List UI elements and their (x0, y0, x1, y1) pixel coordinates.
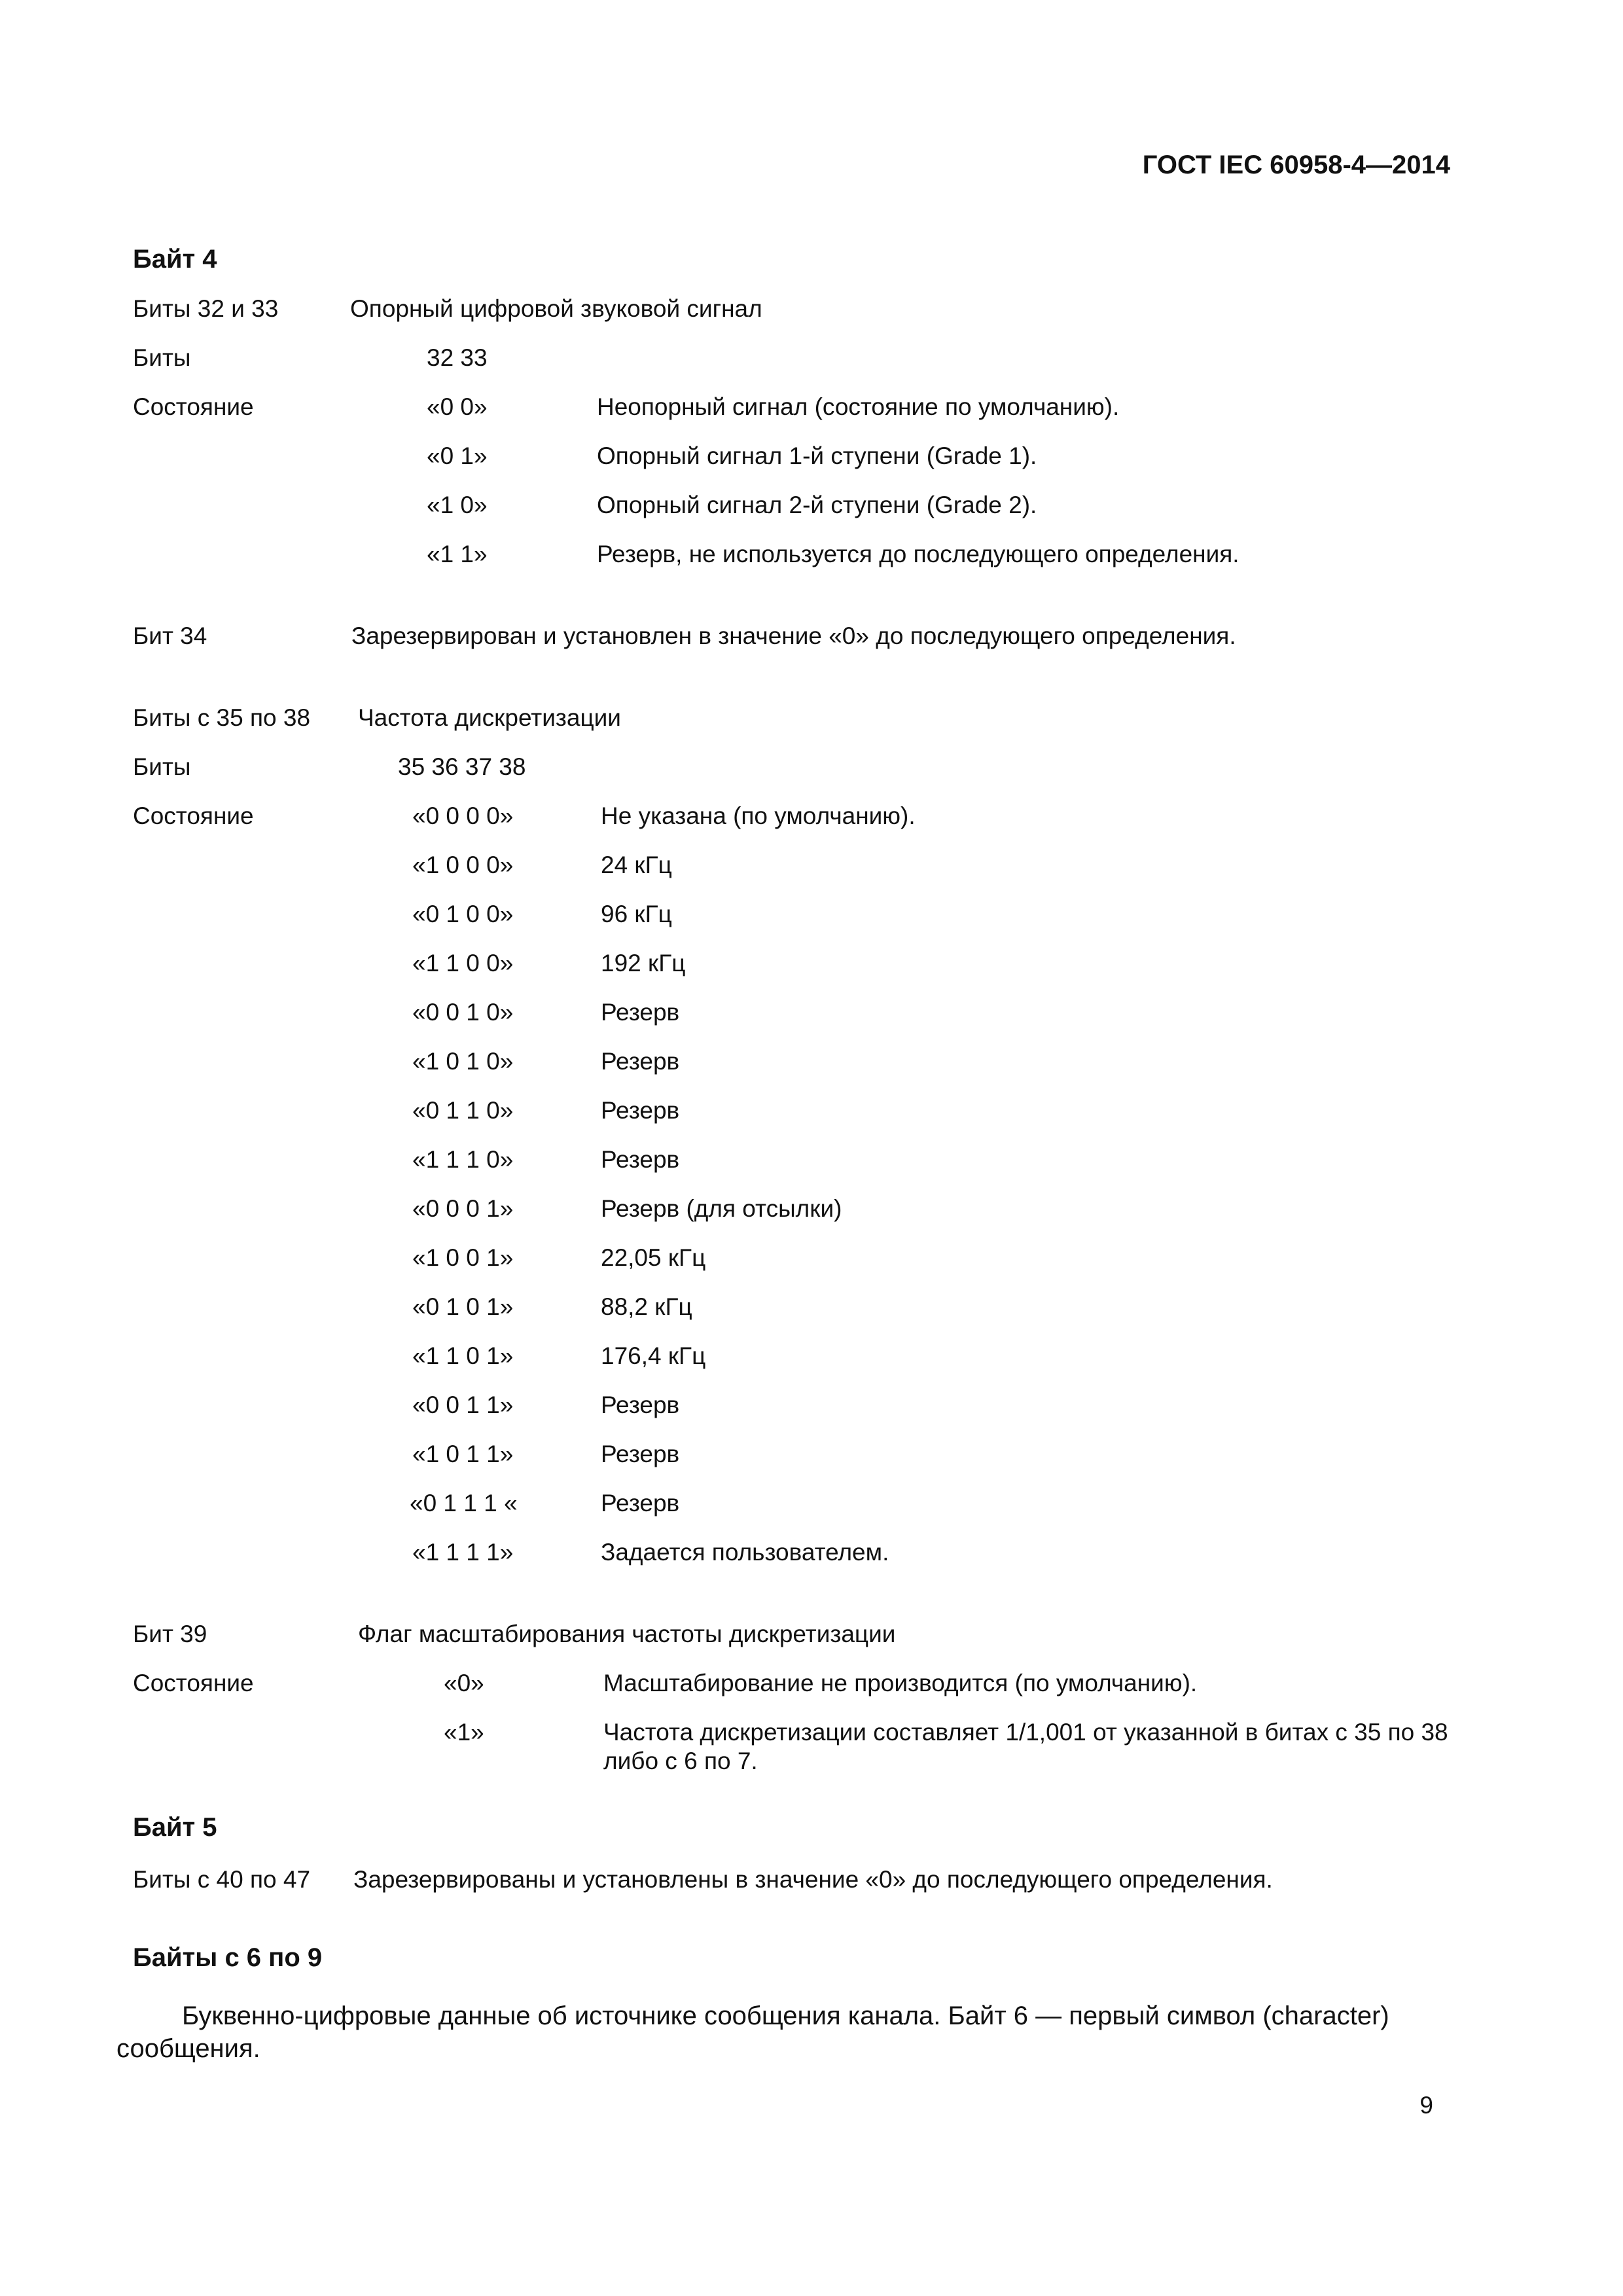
state-code: «1 1 0 1» (412, 1342, 514, 1369)
state-desc: Резерв (601, 1391, 680, 1418)
row-desc: Частота дискретизации (358, 704, 621, 731)
state-code: «1 1 1 0» (412, 1146, 514, 1173)
row-desc: Зарезервированы и установлены в значение «0» до последующего определения. (353, 1866, 1273, 1893)
row-label: Биты с 40 по 47 (133, 1866, 311, 1893)
bits32-33-row (0, 295, 1623, 327)
state-row (0, 1669, 1623, 1702)
state-code: «1 0» (427, 492, 488, 518)
state-row (0, 491, 1623, 524)
state-desc: 24 кГц (601, 852, 672, 878)
state-code: «1 1» (427, 541, 488, 567)
bits-row (0, 344, 1623, 376)
state-code: «0 1» (427, 442, 488, 469)
state-desc: Задается пользователем. (601, 1539, 889, 1566)
state-code: «1 0 0 1» (412, 1244, 514, 1271)
state-code: «0 0 0 1» (412, 1195, 514, 1222)
state-code: «0» (444, 1670, 484, 1696)
bits40-47-row (0, 1865, 1623, 1898)
state-row (0, 1538, 1623, 1571)
row-value: 35 36 37 38 (398, 753, 526, 780)
state-desc: Резерв (601, 1146, 680, 1173)
state-row (0, 900, 1623, 933)
state-desc: Неопорный сигнал (состояние по умолчанию). (597, 393, 1120, 420)
state-row (0, 1440, 1623, 1473)
byte5-heading: Байт 5 (133, 1813, 217, 1842)
state-code: «1 0 1 0» (412, 1048, 514, 1075)
state-code: «0 1 1 1 « (410, 1490, 518, 1516)
state-desc: 22,05 кГц (601, 1244, 706, 1271)
bytes6-9-heading: Байты с 6 по 9 (133, 1943, 323, 1972)
state-desc: Частота дискретизации составляет 1/1,001 от указанной в битах с 35 по 38 либо с 6 по 7. (603, 1719, 1448, 1775)
state-code: «0 0» (427, 393, 488, 420)
state-desc: Резерв (для отсылки) (601, 1195, 842, 1222)
state-desc: 192 кГц (601, 950, 686, 977)
state-row (0, 1145, 1623, 1178)
state-row (0, 802, 1623, 834)
row-label: Биты (133, 753, 191, 780)
state-code: «1 0 1 1» (412, 1441, 514, 1467)
row-label: Биты (133, 344, 191, 371)
row-label: Биты 32 и 33 (133, 295, 279, 322)
state-row (0, 540, 1623, 573)
state-desc: Опорный сигнал 2-й ступени (Grade 2). (597, 492, 1037, 518)
state-desc: Не указана (по умолчанию). (601, 802, 916, 829)
state-row (0, 442, 1623, 475)
state-code: «1» (444, 1719, 484, 1746)
state-code: «1 1 0 0» (412, 950, 514, 977)
state-desc: Резерв (601, 1097, 680, 1124)
state-desc: Резерв (601, 1490, 680, 1516)
state-row (0, 1489, 1623, 1522)
state-desc: Масштабирование не производится (по умолчанию). (603, 1670, 1198, 1696)
state-desc: Резерв (601, 999, 680, 1026)
state-desc: Резерв, не используется до последующего определения. (597, 541, 1240, 567)
state-row (0, 1244, 1623, 1276)
state-row (0, 1293, 1623, 1325)
state-desc: 96 кГц (601, 901, 672, 927)
state-row (0, 1718, 1623, 1784)
state-row (0, 998, 1623, 1031)
page-number: 9 (1419, 2092, 1433, 2119)
state-row (0, 1391, 1623, 1424)
row-label: Бит 34 (133, 622, 207, 649)
row-desc: Опорный цифровой звуковой сигнал (350, 295, 762, 322)
bit39-row (0, 1620, 1623, 1653)
row-label: Бит 39 (133, 1621, 207, 1647)
bits-row (0, 753, 1623, 785)
state-row (0, 393, 1623, 425)
row-label: Состояние (133, 802, 254, 829)
byte4-heading: Байт 4 (133, 245, 217, 274)
row-value: 32 33 (427, 344, 488, 371)
bit34-row (0, 622, 1623, 655)
state-desc: 176,4 кГц (601, 1342, 706, 1369)
state-row (0, 1096, 1623, 1129)
state-code: «0 0 0 0» (412, 802, 514, 829)
state-row (0, 1047, 1623, 1080)
row-desc: Зарезервирован и установлен в значение «0» до последующего определения. (351, 622, 1236, 649)
row-label: Состояние (133, 393, 254, 420)
state-desc: Опорный сигнал 1-й ступени (Grade 1). (597, 442, 1037, 469)
state-code: «0 1 0 0» (412, 901, 514, 927)
document-header: ГОСТ IEC 60958-4—2014 (1142, 151, 1450, 179)
bytes6-9-paragraph: Буквенно-цифровые данные об источнике сообщения канала. Байт 6 — первый символ (character) сообщения. (116, 2001, 1389, 2063)
bits35-38-row (0, 704, 1623, 736)
row-desc: Флаг масштабирования частоты дискретизации (358, 1621, 896, 1647)
state-code: «0 0 1 0» (412, 999, 514, 1026)
row-label: Состояние (133, 1670, 254, 1696)
state-code: «0 1 1 0» (412, 1097, 514, 1124)
state-code: «1 1 1 1» (412, 1539, 514, 1566)
state-row (0, 1194, 1623, 1227)
state-desc: 88,2 кГц (601, 1293, 692, 1320)
row-label: Биты с 35 по 38 (133, 704, 311, 731)
state-row (0, 1342, 1623, 1374)
state-desc: Резерв (601, 1048, 680, 1075)
state-code: «1 0 0 0» (412, 852, 514, 878)
state-row (0, 851, 1623, 884)
state-row (0, 949, 1623, 982)
state-desc: Резерв (601, 1441, 680, 1467)
state-code: «0 0 1 1» (412, 1391, 514, 1418)
state-code: «0 1 0 1» (412, 1293, 514, 1320)
